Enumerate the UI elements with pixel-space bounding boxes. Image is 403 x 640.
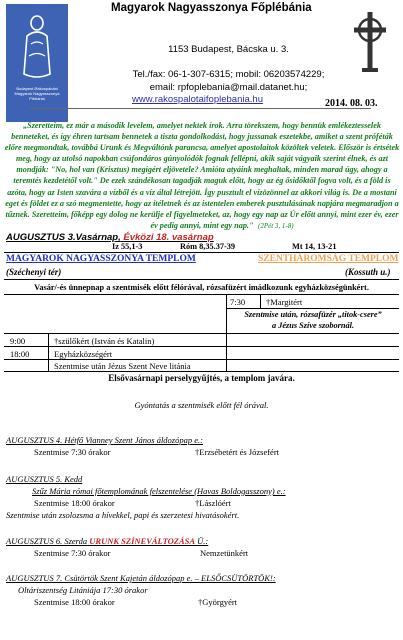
header-rule <box>28 108 371 109</box>
day-litany: Oltáriszentség Litániája 17:30 órakor <box>18 585 148 595</box>
day-intention: †Erzsébetért és Józsefért <box>195 447 280 457</box>
sunday-rosary-note: Vasár/-és ünnepnap a szentmisék előtt félórával, rózsafüzért imádkozunk egyházközségünkért. <box>34 283 369 292</box>
day-mass: Szentmise 18:00 órakor <box>34 498 115 508</box>
day-title <box>6 536 208 546</box>
mass-time-3: 18:00 <box>10 349 30 359</box>
church-right-location: (Kossuth u.) <box>345 267 391 277</box>
parish-email: email: rpfoplebania@mail.datanet.hu; <box>149 82 308 93</box>
parish-website-link[interactable]: www.rakospalotaifoplebania.hu <box>132 94 263 105</box>
church-left-location: (Széchenyi tér) <box>6 267 62 277</box>
logo-caption: Budapest-Rákospalotai Magyarok Nagyasszonya Plébánia <box>14 86 60 101</box>
mass-intention-3: Egyházközségért <box>54 349 113 359</box>
day-title-main: AUGUSZTUS 6. Szerda <box>6 536 88 546</box>
table-vline <box>48 359 49 371</box>
table-rule <box>226 308 399 309</box>
day-intention: †Györgyért <box>198 597 238 607</box>
table-rule <box>4 333 399 334</box>
confession-note: Gyóntatás a szentmisék előtt fél órával. <box>134 400 269 410</box>
table-rule <box>4 346 399 347</box>
parish-address: 1153 Budapest, Bácska u. 3. <box>168 44 289 55</box>
parish-logo <box>6 4 68 122</box>
mass-intention-2: †szülőkért (István és Katalin) <box>54 336 155 346</box>
reading-2: Róm 8,35.37-39 <box>180 242 236 251</box>
rosary-exchange-note-2: a Jézus Szíve szobornál. <box>271 321 355 330</box>
sunday-evk: Évközi 18. vasárnap <box>123 232 214 243</box>
day-title: AUGUSZTUS 4. Hétfő Vianney Szent János áldozópap e.: <box>6 435 203 445</box>
parish-phone: Tel./fax: 06-1-307-6315; mobil: 06203574229; <box>132 69 325 80</box>
day-mass: Szentmise 18:00 órakor <box>34 597 115 607</box>
table-border-top <box>4 252 399 253</box>
table-vline <box>226 294 227 333</box>
day-mass: Szentmise 7:30 órakor <box>34 447 111 457</box>
mass-intention-1: †Margitért <box>266 297 303 307</box>
day-mass: Szentmise 7:30 órakor <box>34 548 111 558</box>
day-title-end: Ü.: <box>197 536 209 546</box>
reading-3: Mt 14, 13-21 <box>292 242 337 251</box>
table-rule <box>4 371 399 372</box>
collection-note: Elsővasárnapi perselygyűjtés, a templom javára. <box>108 373 295 383</box>
table-rule <box>4 359 399 360</box>
mass-time-1: 7:30 <box>230 297 246 307</box>
table-vline <box>260 294 261 308</box>
bulletin-date: 2014. 08. 03. <box>325 98 378 109</box>
table-vline <box>226 359 227 371</box>
mass-time-2: 9:00 <box>10 336 26 346</box>
scripture-reference: (2Pét 3, 1-8) <box>258 222 294 230</box>
day-title: AUGUSZTUS 5. Kedd <box>6 474 83 484</box>
celtic-cross-icon <box>350 10 390 74</box>
parish-title: Magyarok Nagyasszonya Főplébánia <box>111 2 312 14</box>
church-right-name: SZENTHÁROMSÁG TEMPLOM <box>258 254 399 264</box>
litany-note: Szentmise után Jézus Szent Neve litánia <box>54 361 191 371</box>
table-rule <box>4 279 399 280</box>
day-intention: Nemzetünkért <box>200 548 249 558</box>
sunday-title: AUGUSZTUS 3.Vasárnap, <box>6 232 121 243</box>
day-extra: Szentmise után zsolozsma a hívekkel, papi és szerzetesi hivatásokért. <box>6 510 240 520</box>
reading-1: Iz 55,1-3 <box>112 242 143 251</box>
day-title-feast: URUNK SZÍNEVÁLTOZÁSA <box>89 536 196 546</box>
day-subtitle: Szűz Mária római főtemplomának felszentelése (Havas Boldogasszony) e.: <box>32 486 286 496</box>
day-title: AUGUSZTUS 7. Csütörtök Szent Kajetán áldozópap e. – ELSŐCSÜTÖRTÖK!: <box>6 573 276 583</box>
day-intention: †Lászlóért <box>195 498 231 508</box>
rosary-exchange-note-1: Szentmise után, rózsafüzér „titok-csere” <box>244 310 382 319</box>
table-rule <box>4 294 399 295</box>
church-left-name: MAGYAROK NAGYASSZONYA TEMPLOM <box>6 254 196 264</box>
scripture-quote: „Szeretteim, ez már a második levelem, amelyet nektek írok. Arra törekszem, hogy bennük emlékeztesselek benneteket, és így éhren tartsam bennetek a tiszta gondolkodást, hogy jussanak eszetekbe, amiket a szent próféták előre megmondtak, továbbá Urunk és Megváltónk parancsa, amelyet apostolaitok közöltek veletek. Először is értsétek meg, hogy az utolsó napokban csúfondáros gúnyolódók fognak fellépni, akik saját vágyaik szerint élnek, és azt mondják: "No, hol van (Krisztus) megígért eljövetele? Amióta atyáink meghaltak, minden marad úgy, ahogy a teremtés kezdetétől volt." De ezek szándékosan tagadják maguk előtt, hogy az ég ősidőktől fogva volt, és a föld is azóta, hogy az Isten szavára a vízből és a víz által létrejött. Így pusztult el vízözönnel az akkori világ is. De a mostani eget és földet ez a szó megmentette, hogy az ítéletnek és az istentelen emberek pusztulásának napjára megmaradjon a tűznek. Szeretteim, főképp egy dolog ne kerülje el figyelmeteket, az, hogy egy nap az Úr előtt annyi, mint ezer év, ezer év pedig annyi, mint egy nap." <box>4 121 400 230</box>
